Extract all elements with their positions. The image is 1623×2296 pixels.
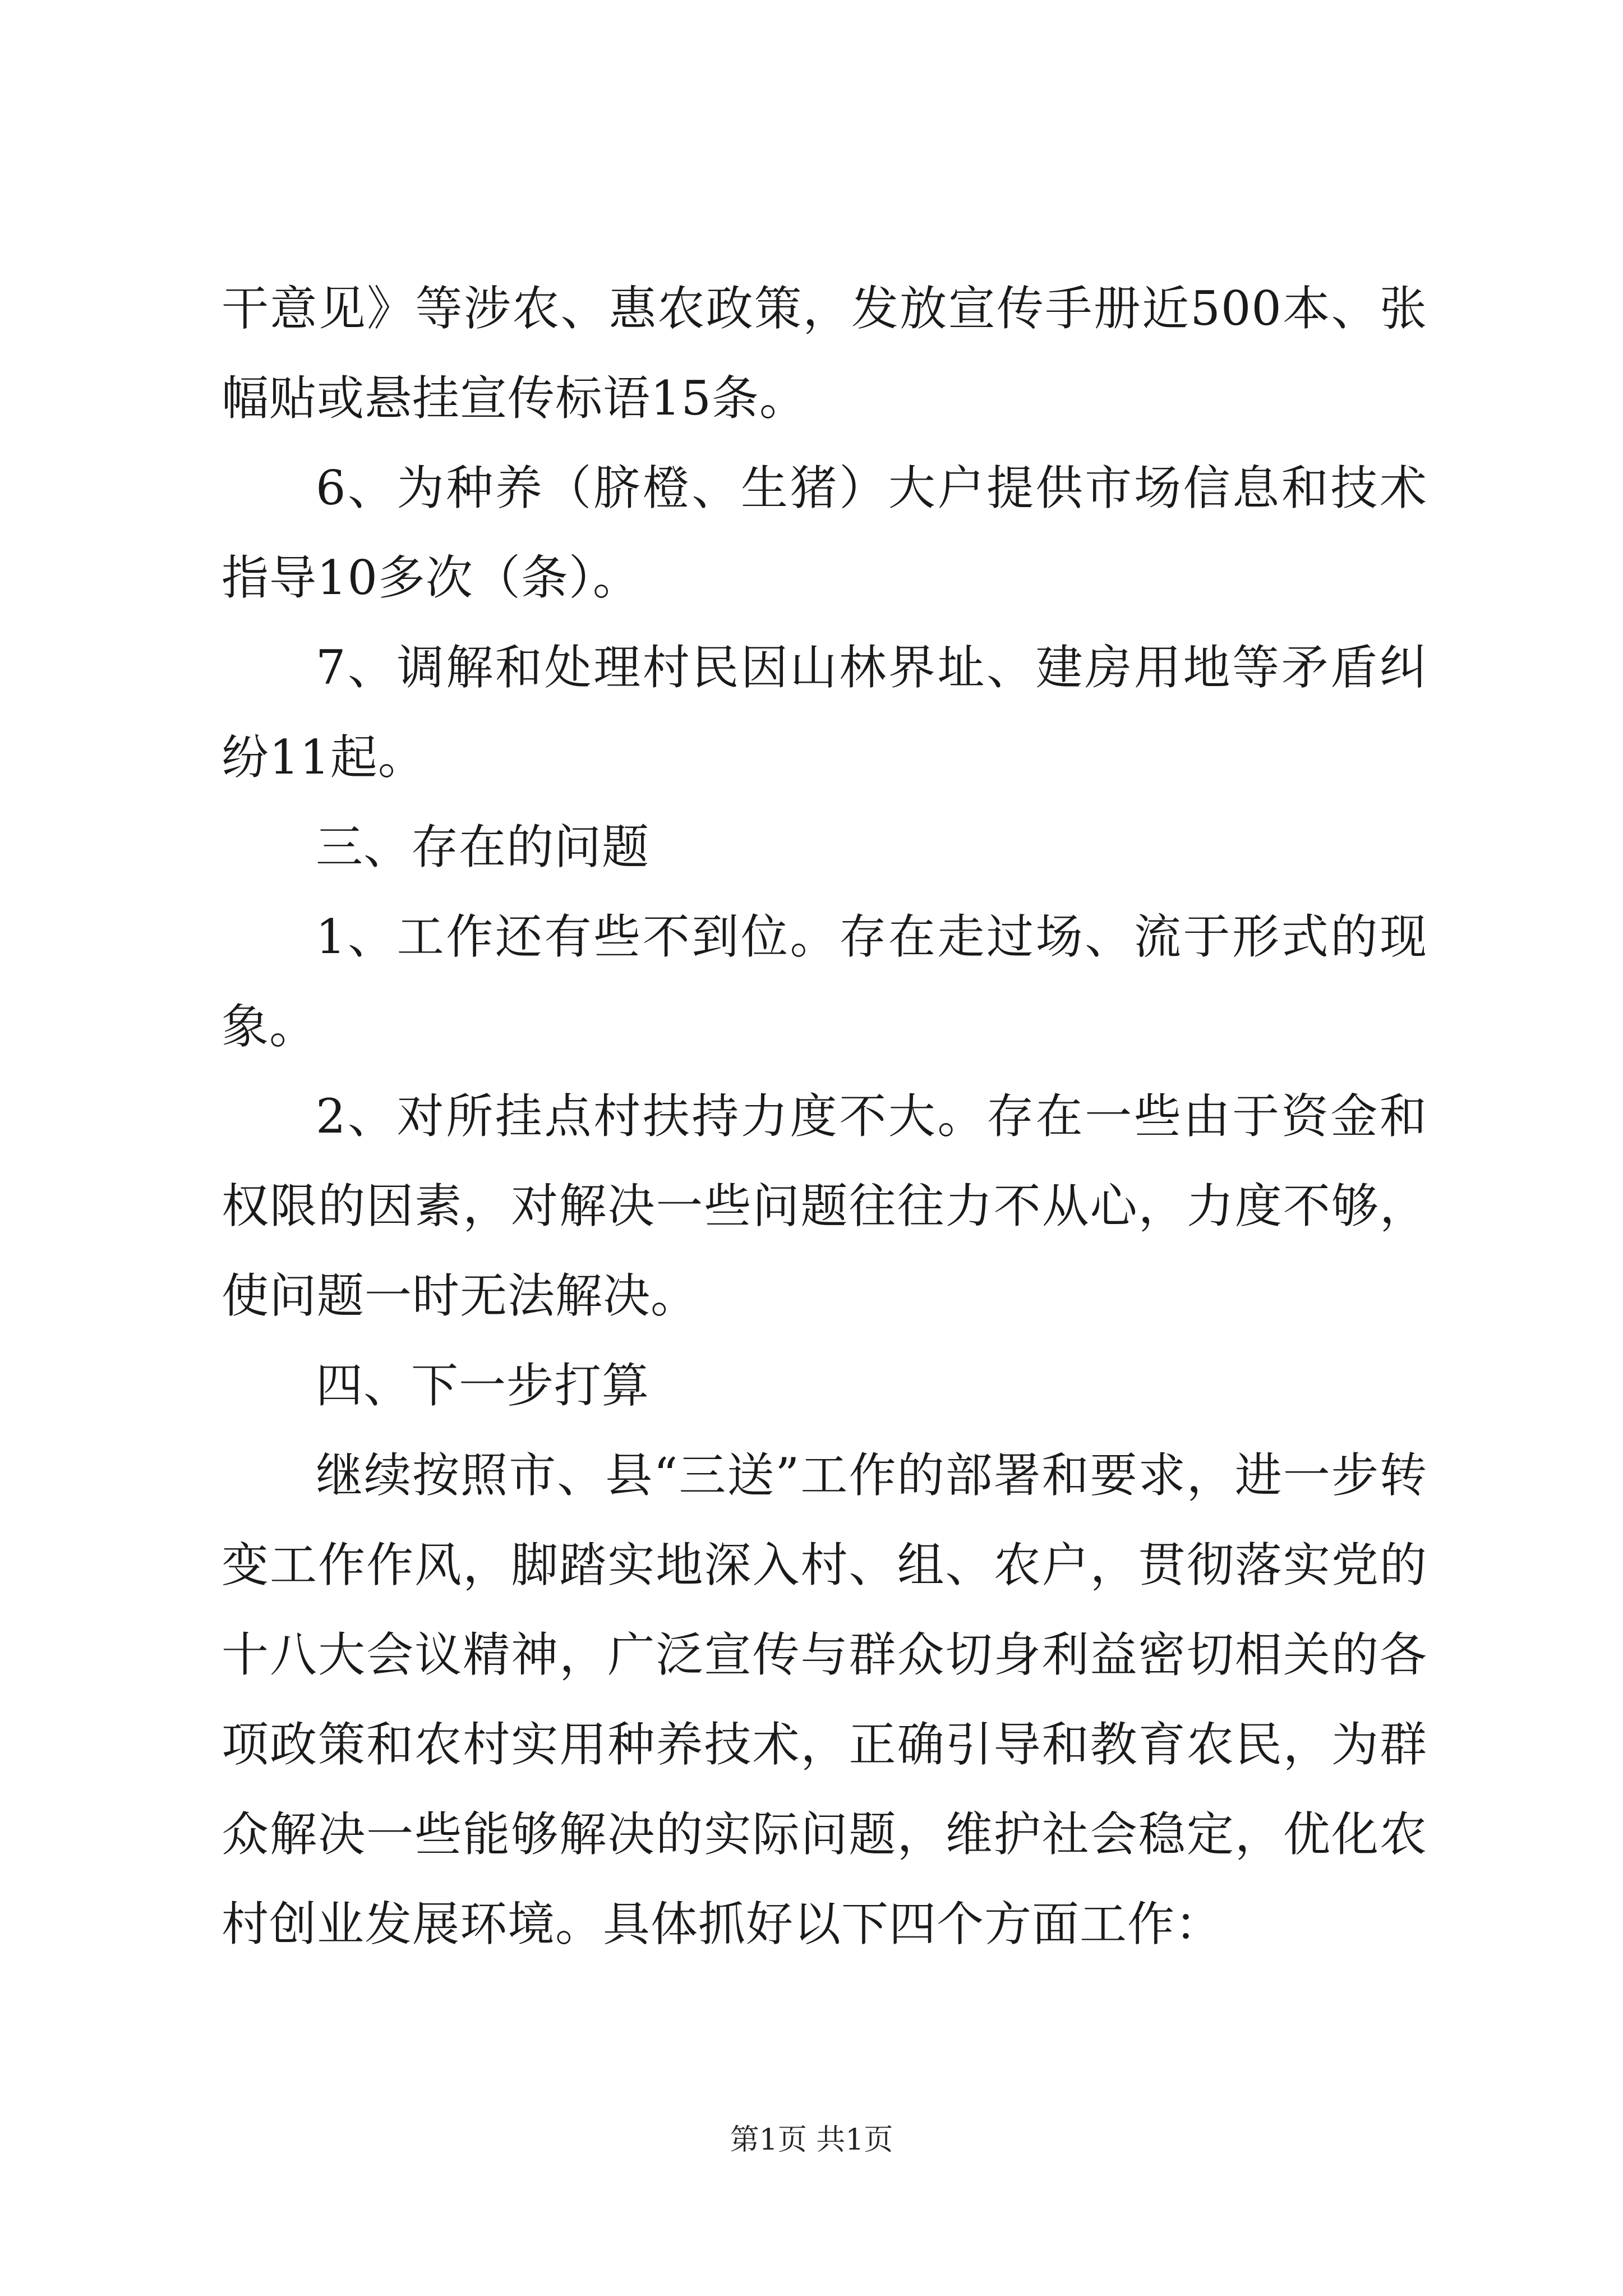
paragraph-problem-2: 2、对所挂点村扶持力度不大。存在一些由于资金和权限的因素，对解决一些问题往往力不从心，力度不够，使问题一时无法解决。: [222, 1089, 1427, 1323]
document-body: [222, 264, 1427, 1969]
page-footer: 第1页 共1页: [730, 2123, 893, 2157]
paragraph-item-6: 6、为种养（脐橙、生猪）大户提供市场信息和技术指导10多次（条）。: [222, 461, 1427, 605]
paragraph-problem-1: 1、工作还有些不到位。存在走过场、流于形式的现象。: [222, 909, 1427, 1054]
paragraph-next-steps: 继续按照市、县“三送”工作的部署和要求，进一步转变工作作风，脚踏实地深入村、组、农户，贯彻落实党的十八大会议精神，广泛宣传与群众切身利益密切相关的各项政策和农村实用种养技术，正确引导和教育农民，为群众解决一些能够解决的实际问题，维护社会稳定，优化农村创业发展环境。具体抓好以下四个方面工作：: [222, 1448, 1427, 1952]
section-heading-next-steps: 四、下一步打算: [316, 1358, 650, 1413]
section-heading-problems: 三、存在的问题: [316, 820, 650, 875]
paragraph-item-7: 7、调解和处理村民因山林界址、建房用地等矛盾纠纷11起。: [222, 640, 1427, 785]
paragraph-policy-continuation: 干意见》等涉农、惠农政策，发放宣传手册近500本、张幅贴或悬挂宣传标语15条。: [222, 281, 1427, 426]
